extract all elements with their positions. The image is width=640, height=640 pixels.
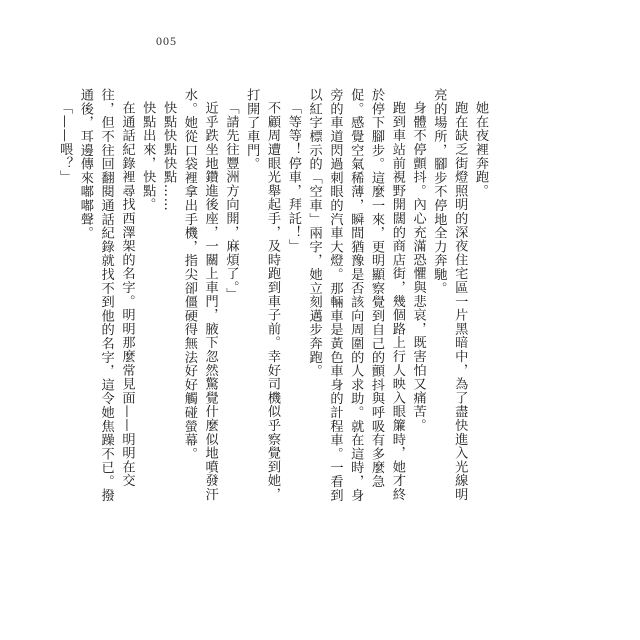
page-number: 005 <box>156 34 177 48</box>
paragraph-3: 身體不停顫抖。內心充滿恐懼與悲哀，既害怕又痛苦。 <box>410 101 426 433</box>
paragraph-7: 「請先往豐洲方向開，麻煩了。」 <box>223 101 239 302</box>
vertical-text-body <box>57 88 490 508</box>
paragraph-8: 近乎跌坐地鑽進後座，一關上車門，腋下忽然驚覺什麼似地噴發汗水。她從口袋裡拿出手機，指尖卻僵硬得無法好好觸碰螢幕。 <box>181 88 218 502</box>
paragraph-11: 在通話紀錄裡尋找西澤架的名字。明明那麼常見面——明明在交往，但不往回翻閱通話紀錄就找不到他的名字，這令她焦躁不已。撥通後，耳邊傳來嘟嘟聲。 <box>77 88 135 502</box>
paragraph-5: 「等等！停車，拜託！」 <box>285 101 301 253</box>
paragraph-12: 「——喂？」 <box>57 101 73 184</box>
paragraph-6: 不顧周遭眼光舉起手，及時跑到車子前。幸好司機似乎察覺到她，打開了車門。 <box>244 88 281 502</box>
paragraph-1: 她在夜裡奔跑。 <box>473 101 488 198</box>
paragraph-9: 快點快點快點…… <box>161 101 177 212</box>
paragraph-2: 跑在缺乏街燈照明的深夜住宅區一片黑暗中，為了盡快進入光線明亮的場所，腳步不停地全力奔馳。 <box>431 88 468 502</box>
paragraph-4: 跑到車站前視野開闊的商店街，幾個路上行人映入眼簾時，她才終於停下腳步。這麼一來，更明顯察覺到自己的顫抖與呼吸有多麼急促。感覺空氣稀薄，瞬間猶豫是否該向周圍的人求助。就在這時，身旁的車道閃過刺眼的汽車大燈。那輛車是黃色車身的計程車。一看到以紅字標示的「空車」兩字，她立刻邁步奔跑。 <box>306 88 405 502</box>
paragraph-10: 快點出來，快點。 <box>140 101 156 212</box>
